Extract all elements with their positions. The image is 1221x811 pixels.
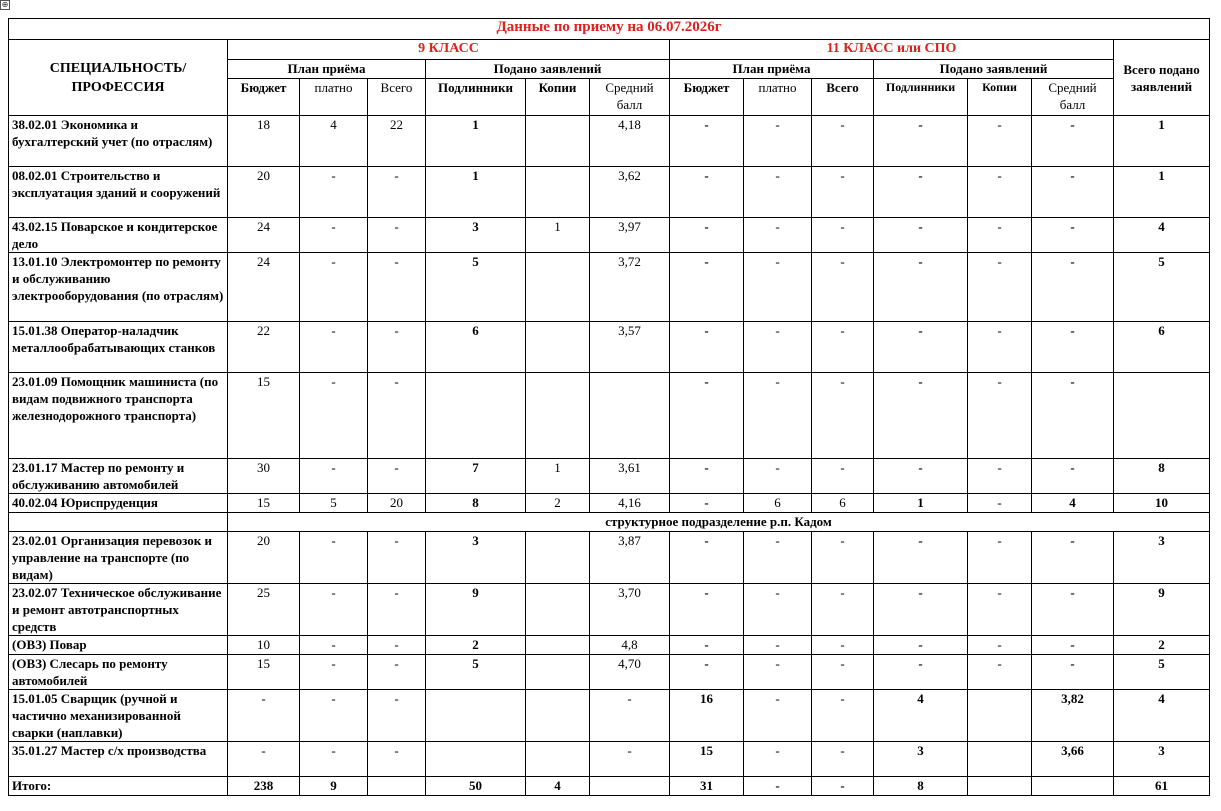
originals-9-cell: 6 [426, 322, 526, 373]
paid-11-cell: - [744, 636, 812, 655]
table-row [9, 655, 1210, 690]
budget-11-cell: 15 [670, 742, 744, 777]
avg-9-cell: 4,70 [590, 655, 670, 690]
total-submitted-cell: 5 [1114, 253, 1210, 322]
table-row [9, 116, 1210, 167]
copies-11-cell: - [968, 218, 1032, 253]
copies-11-cell: - [968, 532, 1032, 584]
avg-11-cell: - [1032, 532, 1114, 584]
specialty-name-cell: 15.01.05 Сварщик (ручной и частично механизированной сварки (наплавки) [9, 690, 228, 742]
copies-9-cell: 1 [526, 218, 590, 253]
avg-11-cell: 3,82 [1032, 690, 1114, 742]
budget-header-11: Бюджет [670, 79, 744, 116]
originals-9-cell [426, 373, 526, 459]
copies-9-cell [526, 373, 590, 459]
total-submitted-cell: 3 [1114, 532, 1210, 584]
originals-11-cell: - [874, 636, 968, 655]
paid-11-cell: - [744, 373, 812, 459]
paid-9-cell: - [300, 690, 368, 742]
table-row [9, 373, 1210, 459]
total-submitted-cell: 5 [1114, 655, 1210, 690]
avg-11-cell [1032, 777, 1114, 796]
avg-9-cell: 3,70 [590, 584, 670, 636]
copies-9-cell: 4 [526, 777, 590, 796]
paid-11-cell: - [744, 322, 812, 373]
specialty-header: СПЕЦИАЛЬНОСТЬ/ ПРОФЕССИЯ [9, 40, 228, 116]
paid-9-cell: - [300, 532, 368, 584]
budget-9-cell: 15 [228, 494, 300, 513]
specialty-name-cell: 08.02.01 Строительство и эксплуатация зданий и сооружений [9, 167, 228, 218]
originals-9-cell: 7 [426, 459, 526, 494]
budget-9-cell: 238 [228, 777, 300, 796]
avg-11-cell: - [1032, 322, 1114, 373]
all-11-cell: - [812, 655, 874, 690]
specialty-name-cell: 43.02.15 Поварское и кондитерское дело [9, 218, 228, 253]
specialty-name-cell: 23.02.07 Техническое обслуживание и ремонт автотранспортных средств [9, 584, 228, 636]
originals-11-cell: 4 [874, 690, 968, 742]
paid-11-cell: - [744, 742, 812, 777]
total-submitted-cell: 3 [1114, 742, 1210, 777]
all-11-cell: - [812, 777, 874, 796]
originals-11-cell: 1 [874, 494, 968, 513]
all-9-cell: - [368, 218, 426, 253]
budget-9-cell: - [228, 742, 300, 777]
copies-11-cell: - [968, 636, 1032, 655]
budget-11-cell: - [670, 116, 744, 167]
paid-9-cell: - [300, 655, 368, 690]
copies-header-11: Копии [968, 79, 1032, 116]
avg-9-cell: - [590, 742, 670, 777]
total-submitted-cell: 1 [1114, 116, 1210, 167]
all-9-cell: - [368, 459, 426, 494]
all-11-cell: - [812, 636, 874, 655]
paid-11-cell: - [744, 459, 812, 494]
copies-11-cell [968, 777, 1032, 796]
originals-11-cell: - [874, 655, 968, 690]
submitted-header-11: Подано заявлений [874, 60, 1114, 79]
avg-9-cell: 4,8 [590, 636, 670, 655]
all-11-cell: - [812, 218, 874, 253]
total-submitted-cell [1114, 373, 1210, 459]
paid-9-cell: - [300, 373, 368, 459]
plan-header-9: План приёма [228, 60, 426, 79]
total-submitted-cell: 4 [1114, 218, 1210, 253]
section-title: структурное подразделение р.п. Кадом [228, 513, 1210, 532]
originals-9-cell: 3 [426, 218, 526, 253]
copies-11-cell: - [968, 459, 1032, 494]
copies-11-cell: - [968, 584, 1032, 636]
total-submitted-cell: 9 [1114, 584, 1210, 636]
total-submitted-cell: 6 [1114, 322, 1210, 373]
paid-9-cell: - [300, 636, 368, 655]
paid-11-cell: - [744, 584, 812, 636]
total-submitted-cell: 8 [1114, 459, 1210, 494]
paid-11-cell: - [744, 218, 812, 253]
paid-11-cell: - [744, 777, 812, 796]
avg-11-cell: - [1032, 218, 1114, 253]
avg-header-11: Средний балл [1032, 79, 1114, 116]
copies-11-cell: - [968, 167, 1032, 218]
budget-11-cell: - [670, 373, 744, 459]
all-9-cell: - [368, 167, 426, 218]
table-row [9, 459, 1210, 494]
all-9-cell: - [368, 690, 426, 742]
section-row [9, 513, 1210, 532]
originals-header-9: Подлинники [426, 79, 526, 116]
avg-11-cell: - [1032, 167, 1114, 218]
total-submitted-cell: 10 [1114, 494, 1210, 513]
avg-9-cell: 3,62 [590, 167, 670, 218]
all-9-cell: - [368, 373, 426, 459]
paid-9-cell: - [300, 218, 368, 253]
budget-11-cell: 16 [670, 690, 744, 742]
total-submitted-header: Всего подано заявлений [1114, 40, 1210, 116]
all-11-cell: - [812, 532, 874, 584]
budget-9-cell: 20 [228, 167, 300, 218]
table-row [9, 584, 1210, 636]
grade9-header: 9 КЛАСС [228, 40, 670, 60]
paid-9-cell: - [300, 742, 368, 777]
plan-header-11: План приёма [670, 60, 874, 79]
specialty-name-cell: 38.02.01 Экономика и бухгалтерский учет (по отраслям) [9, 116, 228, 167]
all-9-cell: - [368, 655, 426, 690]
copies-9-cell [526, 742, 590, 777]
avg-11-cell: - [1032, 459, 1114, 494]
paid-9-cell: - [300, 459, 368, 494]
page-title: Данные по приему на 06.07.2026г [9, 19, 1210, 40]
budget-9-cell: 24 [228, 253, 300, 322]
avg-11-cell: - [1032, 584, 1114, 636]
budget-11-cell: - [670, 655, 744, 690]
table-row [9, 218, 1210, 253]
copies-11-cell: - [968, 655, 1032, 690]
all-9-cell: - [368, 584, 426, 636]
avg-9-cell: 3,57 [590, 322, 670, 373]
budget-11-cell: - [670, 532, 744, 584]
originals-11-cell: - [874, 322, 968, 373]
paid-9-cell: - [300, 322, 368, 373]
table-row [9, 636, 1210, 655]
specialty-name-cell: 23.02.01 Организация перевозок и управление на транспорте (по видам) [9, 532, 228, 584]
all-9-cell: 22 [368, 116, 426, 167]
originals-11-cell: 8 [874, 777, 968, 796]
budget-9-cell: 30 [228, 459, 300, 494]
all-11-cell: - [812, 373, 874, 459]
section-empty-cell [9, 513, 228, 532]
paid-11-cell: - [744, 532, 812, 584]
originals-11-cell: - [874, 373, 968, 459]
all-11-cell: - [812, 322, 874, 373]
budget-11-cell: - [670, 253, 744, 322]
originals-9-cell: 50 [426, 777, 526, 796]
all-11-cell: - [812, 167, 874, 218]
total-submitted-cell: 4 [1114, 690, 1210, 742]
originals-11-cell: - [874, 116, 968, 167]
originals-9-cell: 1 [426, 167, 526, 218]
avg-11-cell: 4 [1032, 494, 1114, 513]
budget-11-cell: - [670, 218, 744, 253]
avg-9-cell: 4,18 [590, 116, 670, 167]
all-11-cell: 6 [812, 494, 874, 513]
paid-9-cell: 4 [300, 116, 368, 167]
copies-9-cell [526, 584, 590, 636]
copies-11-cell: - [968, 373, 1032, 459]
specialty-name-cell: 15.01.38 Оператор-наладчик металлообрабатывающих станков [9, 322, 228, 373]
total-submitted-cell: 61 [1114, 777, 1210, 796]
originals-9-cell: 8 [426, 494, 526, 513]
avg-header-9: Средний балл [590, 79, 670, 116]
copies-9-cell [526, 532, 590, 584]
originals-11-cell: - [874, 459, 968, 494]
budget-11-cell: 31 [670, 777, 744, 796]
specialty-name-cell: (ОВЗ) Повар [9, 636, 228, 655]
copies-header-9: Копии [526, 79, 590, 116]
originals-9-cell: 3 [426, 532, 526, 584]
budget-9-cell: 25 [228, 584, 300, 636]
originals-9-cell: 5 [426, 253, 526, 322]
copies-9-cell [526, 690, 590, 742]
table-row [9, 742, 1210, 777]
budget-9-cell: 24 [228, 218, 300, 253]
table-row [9, 777, 1210, 796]
budget-header-9: Бюджет [228, 79, 300, 116]
avg-11-cell: - [1032, 655, 1114, 690]
paid-9-cell: 9 [300, 777, 368, 796]
admission-table [8, 18, 1210, 796]
originals-11-cell: 3 [874, 742, 968, 777]
paid-header-11: платно [744, 79, 812, 116]
avg-11-cell: - [1032, 253, 1114, 322]
all-11-cell: - [812, 116, 874, 167]
paid-11-cell: - [744, 655, 812, 690]
all-11-cell: - [812, 459, 874, 494]
all-9-cell: - [368, 532, 426, 584]
all-header-9: Всего [368, 79, 426, 116]
originals-header-11: Подлинники [874, 79, 968, 116]
copies-11-cell: - [968, 494, 1032, 513]
avg-9-cell: 3,97 [590, 218, 670, 253]
copies-9-cell [526, 655, 590, 690]
originals-9-cell [426, 690, 526, 742]
copies-11-cell [968, 742, 1032, 777]
avg-11-cell: 3,66 [1032, 742, 1114, 777]
avg-11-cell: - [1032, 373, 1114, 459]
avg-9-cell [590, 777, 670, 796]
all-11-cell: - [812, 584, 874, 636]
budget-11-cell: - [670, 494, 744, 513]
avg-11-cell: - [1032, 636, 1114, 655]
table-row [9, 167, 1210, 218]
budget-11-cell: - [670, 636, 744, 655]
avg-9-cell: 3,72 [590, 253, 670, 322]
paid-11-cell: - [744, 690, 812, 742]
specialty-name-cell: 13.01.10 Электромонтер по ремонту и обслуживанию электрооборудования (по отраслям) [9, 253, 228, 322]
originals-9-cell: 5 [426, 655, 526, 690]
specialty-name-cell: 23.01.17 Мастер по ремонту и обслуживанию автомобилей [9, 459, 228, 494]
total-submitted-cell: 2 [1114, 636, 1210, 655]
specialty-name-cell: (ОВЗ) Слесарь по ремонту автомобилей [9, 655, 228, 690]
copies-9-cell [526, 167, 590, 218]
originals-11-cell: - [874, 167, 968, 218]
originals-11-cell: - [874, 584, 968, 636]
specialty-name-cell: Итого: [9, 777, 228, 796]
budget-11-cell: - [670, 459, 744, 494]
copies-9-cell [526, 322, 590, 373]
copies-11-cell: - [968, 253, 1032, 322]
table-row [9, 322, 1210, 373]
table-move-handle-icon[interactable]: ⊕ [1, 0, 9, 9]
budget-9-cell: 20 [228, 532, 300, 584]
specialty-name-cell: 23.01.09 Помощник машиниста (по видам подвижного транспорта железнодорожного транспорта) [9, 373, 228, 459]
originals-9-cell: 2 [426, 636, 526, 655]
all-9-cell: - [368, 742, 426, 777]
budget-9-cell: 15 [228, 373, 300, 459]
avg-9-cell [590, 373, 670, 459]
paid-9-cell: - [300, 167, 368, 218]
paid-9-cell: - [300, 253, 368, 322]
grade11-header: 11 КЛАСС или СПО [670, 40, 1114, 60]
total-submitted-cell: 1 [1114, 167, 1210, 218]
copies-9-cell: 2 [526, 494, 590, 513]
all-11-cell: - [812, 742, 874, 777]
all-9-cell [368, 777, 426, 796]
copies-9-cell: 1 [526, 459, 590, 494]
avg-9-cell: 4,16 [590, 494, 670, 513]
table-row [9, 494, 1210, 513]
originals-11-cell: - [874, 253, 968, 322]
copies-11-cell [968, 690, 1032, 742]
budget-9-cell: 18 [228, 116, 300, 167]
budget-9-cell: 10 [228, 636, 300, 655]
budget-11-cell: - [670, 167, 744, 218]
originals-11-cell: - [874, 532, 968, 584]
paid-11-cell: 6 [744, 494, 812, 513]
all-9-cell: - [368, 253, 426, 322]
specialty-name-cell: 35.01.27 Мастер с/х производства [9, 742, 228, 777]
all-11-cell: - [812, 253, 874, 322]
originals-9-cell [426, 742, 526, 777]
table-row [9, 690, 1210, 742]
paid-11-cell: - [744, 167, 812, 218]
originals-11-cell: - [874, 218, 968, 253]
budget-11-cell: - [670, 322, 744, 373]
copies-9-cell [526, 636, 590, 655]
copies-11-cell: - [968, 322, 1032, 373]
avg-9-cell: 3,61 [590, 459, 670, 494]
budget-11-cell: - [670, 584, 744, 636]
paid-header-9: платно [300, 79, 368, 116]
paid-9-cell: - [300, 584, 368, 636]
specialty-name-cell: 40.02.04 Юриспруденция [9, 494, 228, 513]
copies-11-cell: - [968, 116, 1032, 167]
table-row [9, 253, 1210, 322]
avg-11-cell: - [1032, 116, 1114, 167]
budget-9-cell: 15 [228, 655, 300, 690]
paid-9-cell: 5 [300, 494, 368, 513]
all-header-11: Всего [812, 79, 874, 116]
submitted-header-9: Подано заявлений [426, 60, 670, 79]
copies-9-cell [526, 253, 590, 322]
paid-11-cell: - [744, 116, 812, 167]
avg-9-cell: - [590, 690, 670, 742]
originals-9-cell: 9 [426, 584, 526, 636]
table-row [9, 532, 1210, 584]
originals-9-cell: 1 [426, 116, 526, 167]
all-11-cell: - [812, 690, 874, 742]
paid-11-cell: - [744, 253, 812, 322]
all-9-cell: - [368, 322, 426, 373]
budget-9-cell: 22 [228, 322, 300, 373]
budget-9-cell: - [228, 690, 300, 742]
copies-9-cell [526, 116, 590, 167]
avg-9-cell: 3,87 [590, 532, 670, 584]
all-9-cell: - [368, 636, 426, 655]
all-9-cell: 20 [368, 494, 426, 513]
